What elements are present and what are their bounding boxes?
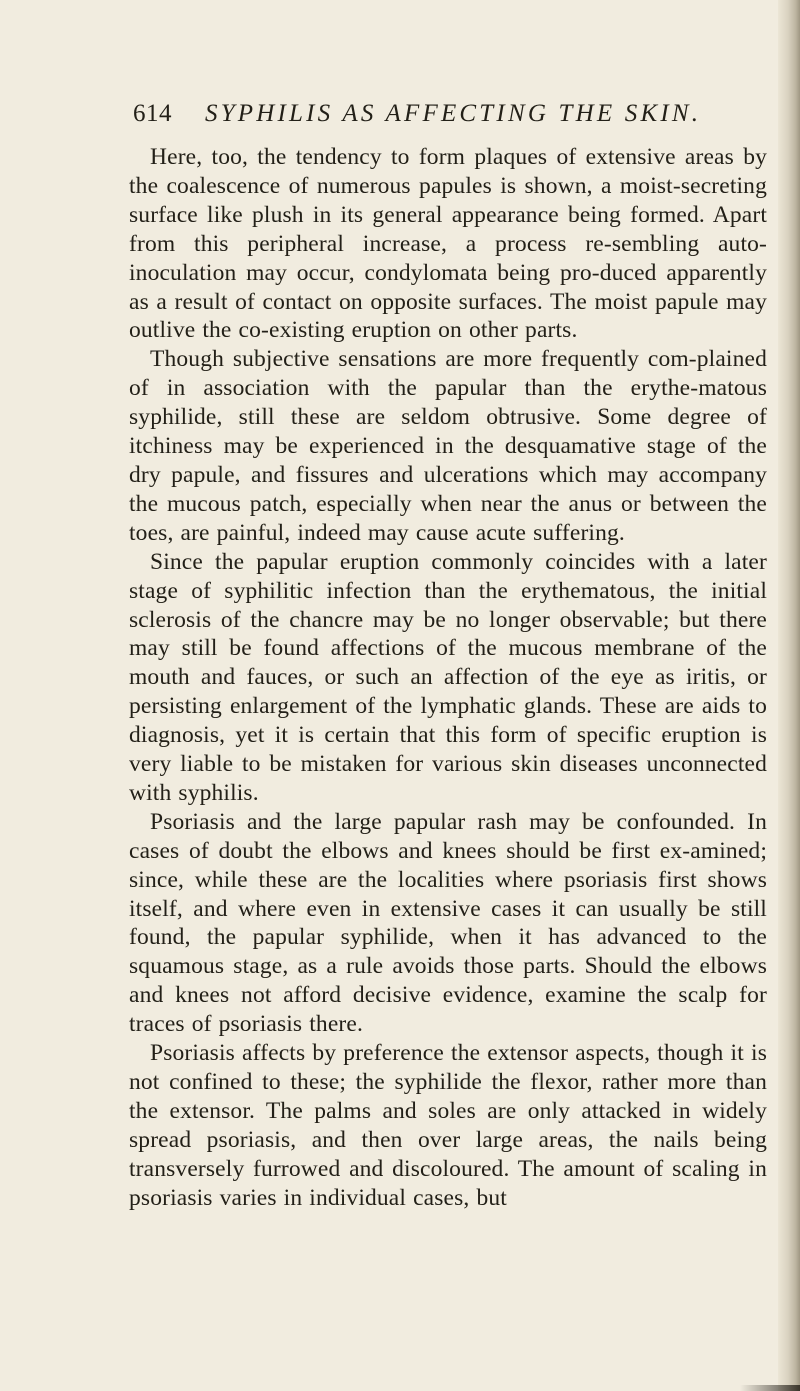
body-text (129, 143, 767, 1213)
paragraph: Psoriasis and the large papular rash may be confounded. In cases of doubt the elbows and knees should be first ex-amined; since, while these are the localities where psoriasis first shows itself, and where even in extensive cases it can usually be still found, the papular syphilide, when it has advanced to the squamous stage, as a rule avoids those parts. Should the elbows and knees not afford decisive evidence, examine the scalp for traces of psoriasis there. (129, 808, 767, 1038)
running-header (133, 100, 773, 140)
running-title: SYPHILIS AS AFFECTING THE SKIN. (205, 100, 702, 127)
paragraph: Since the papular eruption commonly coincides with a later stage of syphilitic infection than the erythematous, the initial sclerosis of the chancre may be no longer observable; but there may still be found affections of the mucous membrane of the mouth and fauces, or such an affection of the eye as iritis, or persisting enlargement of the lymphatic glands. These are aids to diagnosis, yet it is certain that this form of specific eruption is very liable to be mistaken for various skin diseases unconnected with syphilis. (129, 548, 767, 806)
page-edge-shadow (778, 0, 800, 1391)
paragraph: Here, too, the tendency to form plaques of extensive areas by the coalescence of numerous papules is shown, a moist-secreting surface like plush in its general appearance being formed. Apart from this peripheral increase, a process re-sembling auto-inoculation may occur, condylomata being pro-duced apparently as a result of contact on opposite surfaces. The moist papule may outlive the co-existing eruption on other parts. (129, 144, 767, 344)
page-number: 614 (133, 100, 172, 127)
paragraph: Psoriasis affects by preference the extensor aspects, though it is not confined to these; the syphilide the flexor, rather more than the extensor. The palms and soles are only attacked in widely spread psoriasis, and then over large areas, the nails being transversely furrowed and discoloured. The amount of scaling in psoriasis varies in individual cases, but (129, 1040, 767, 1211)
page-corner-shadow (740, 1385, 800, 1391)
paragraph: Though subjective sensations are more frequently com-plained of in association with the papular than the erythe-matous syphilide, still these are seldom obtrusive. Some degree of itchiness may be experienced in the desquamative stage of the dry papule, and fissures and ulcerations which may accompany the mucous patch, especially when near the anus or between the toes, are painful, indeed may cause acute suffering. (129, 346, 767, 546)
